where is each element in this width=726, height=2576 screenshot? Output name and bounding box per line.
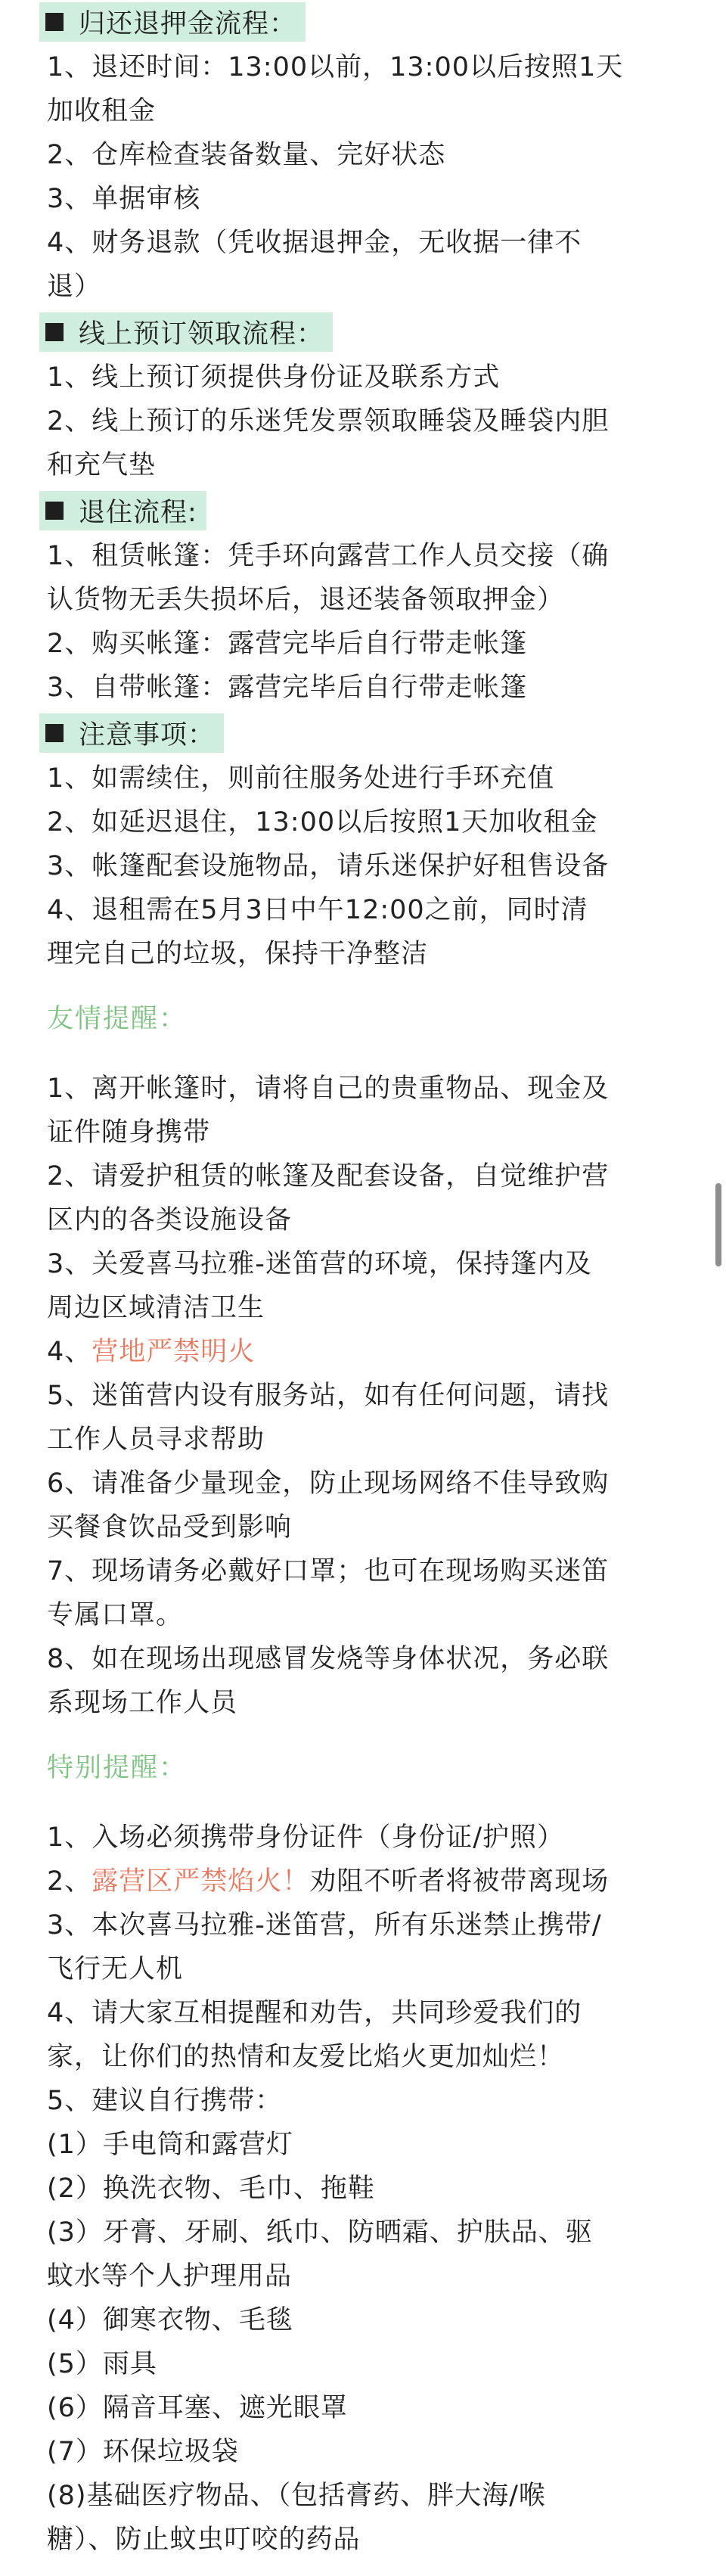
- item-number: 2、: [47, 1866, 92, 1897]
- square-bullet-icon: [45, 502, 64, 520]
- text-line: 4、请大家互相提醒和劝告，共同珍爱我们的: [47, 1998, 582, 2028]
- fireworks-ban-rest: 劝阻不听者将被带离现场: [309, 1866, 610, 1897]
- text-line: 工作人员寻求帮助: [47, 1425, 265, 1455]
- text-line: 2、如延迟退住，13:00以后按照1天加收租金: [47, 807, 598, 837]
- text-line: 蚊水等个人护理用品: [47, 2261, 293, 2292]
- text-line: 退）: [47, 272, 102, 302]
- text-line: 飞行无人机: [47, 1954, 184, 1984]
- text-line: 4、退租需在5月3日中午12:00之前，同时清: [47, 895, 588, 925]
- text-line: 4、财务退款（凭收据退押金，无收据一律不: [47, 228, 582, 258]
- text-line: 1、入场必须携带身份证件（身份证/护照）: [47, 1822, 565, 1853]
- text-line: 8、如在现场出现感冒发烧等身体状况，务必联: [47, 1644, 610, 1674]
- section-heading-checkout: [39, 489, 206, 533]
- fire-ban-warning: 营地严禁明火: [92, 1337, 256, 1367]
- text-line: 3、关爱喜马拉雅-迷笛营的环境，保持篷内及: [47, 1249, 592, 1279]
- text-line-fireworks-ban: [47, 1860, 696, 1903]
- text-line-fire-ban: [47, 1330, 696, 1374]
- section-title: 退住流程:: [79, 498, 197, 528]
- text-line: 1、租赁帐篷：凭手环向露营工作人员交接（确: [47, 541, 610, 571]
- text-line: (4）御寒衣物、毛毯: [47, 2305, 293, 2335]
- item-number: 4、: [47, 1337, 92, 1367]
- square-bullet-icon: [45, 724, 64, 742]
- text-line: (3）牙膏、牙刷、纸巾、防晒霜、护肤品、驱: [47, 2217, 593, 2248]
- text-line: 2、请爱护租赁的帐篷及配套设备，自觉维护营: [47, 1161, 610, 1192]
- text-line: 3、自带帐篷：露营完毕后自行带走帐篷: [47, 673, 528, 703]
- section-heading-online-booking: [39, 310, 333, 354]
- text-line: (7）环保垃圾袋: [47, 2437, 239, 2467]
- section-heading-notes: [39, 711, 224, 755]
- text-line: 5、迷笛营内设有服务站，如有任何问题，请找: [47, 1381, 610, 1411]
- text-line: 2、购买帐篷：露营完毕后自行带走帐篷: [47, 629, 528, 659]
- text-line: (5）雨具: [47, 2349, 157, 2379]
- square-bullet-icon: [45, 13, 64, 31]
- text-line: 认货物无丢失损坏后，退还装备领取押金）: [47, 585, 565, 615]
- friendly-reminder-heading: 友情提醒：: [47, 1004, 188, 1034]
- text-line: 证件随身携带: [47, 1117, 211, 1148]
- text-line: 5、建议自行携带：: [47, 2086, 283, 2116]
- text-line: 6、请准备少量现金，防止现场网络不佳导致购: [47, 1468, 610, 1499]
- text-line: 区内的各类设施设备: [47, 1205, 293, 1235]
- section-title: 归还退押金流程：: [79, 9, 297, 39]
- section-title: 线上预订领取流程：: [79, 319, 324, 350]
- fireworks-ban-warning: 露营区严禁焰火！: [92, 1866, 310, 1897]
- text-line: 专属口罩。: [47, 1600, 184, 1630]
- text-line: 买餐食饮品受到影响: [47, 1512, 293, 1543]
- scrollbar-thumb[interactable]: [715, 1183, 721, 1266]
- section-title: 注意事项：: [79, 720, 216, 750]
- text-line: 2、仓库检查装备数量、完好状态: [47, 140, 446, 170]
- text-line: 加收租金: [47, 96, 157, 126]
- text-line: (6）隔音耳塞、遮光眼罩: [47, 2393, 348, 2423]
- text-line: 1、退还时间：13:00以前，13:00以后按照1天: [47, 52, 624, 82]
- text-line: 周边区域清洁卫生: [47, 1293, 265, 1323]
- text-line: 糖）、防止蚊虫叮咬的药品: [47, 2525, 361, 2555]
- text-line: (2）换洗衣物、毛巾、拖鞋: [47, 2174, 375, 2204]
- text-line: 1、线上预订须提供身份证及联系方式: [47, 362, 501, 393]
- text-line: (8)基础医疗物品、（包括膏药、胖大海/喉: [47, 2481, 546, 2511]
- section-heading-return-deposit: [39, 0, 306, 44]
- text-line: 和充气垫: [47, 450, 157, 480]
- text-line: 1、离开帐篷时，请将自己的贵重物品、现金及: [47, 1074, 610, 1104]
- text-line: 3、本次喜马拉雅-迷笛营，所有乐迷禁止携带/: [47, 1910, 602, 1941]
- text-line: 系现场工作人员: [47, 1688, 238, 1718]
- text-line: 3、帐篷配套设施物品，请乐迷保护好租售设备: [47, 851, 610, 881]
- square-bullet-icon: [45, 323, 64, 341]
- special-reminder-heading: 特别提醒：: [47, 1753, 188, 1783]
- text-line: 1、如需续住，则前往服务处进行手环充值: [47, 763, 555, 794]
- text-line: (1）手电筒和露营灯: [47, 2130, 293, 2160]
- text-line: 2、线上预订的乐迷凭发票领取睡袋及睡袋内胆: [47, 406, 610, 437]
- text-line: 7、现场请务必戴好口罩；也可在现场购买迷笛: [47, 1556, 610, 1586]
- text-line: 理完自己的垃圾，保持干净整洁: [47, 939, 429, 969]
- text-line: 家，让你们的热情和友爱比焰火更加灿烂！: [47, 2042, 565, 2072]
- text-line: 3、单据审核: [47, 184, 201, 214]
